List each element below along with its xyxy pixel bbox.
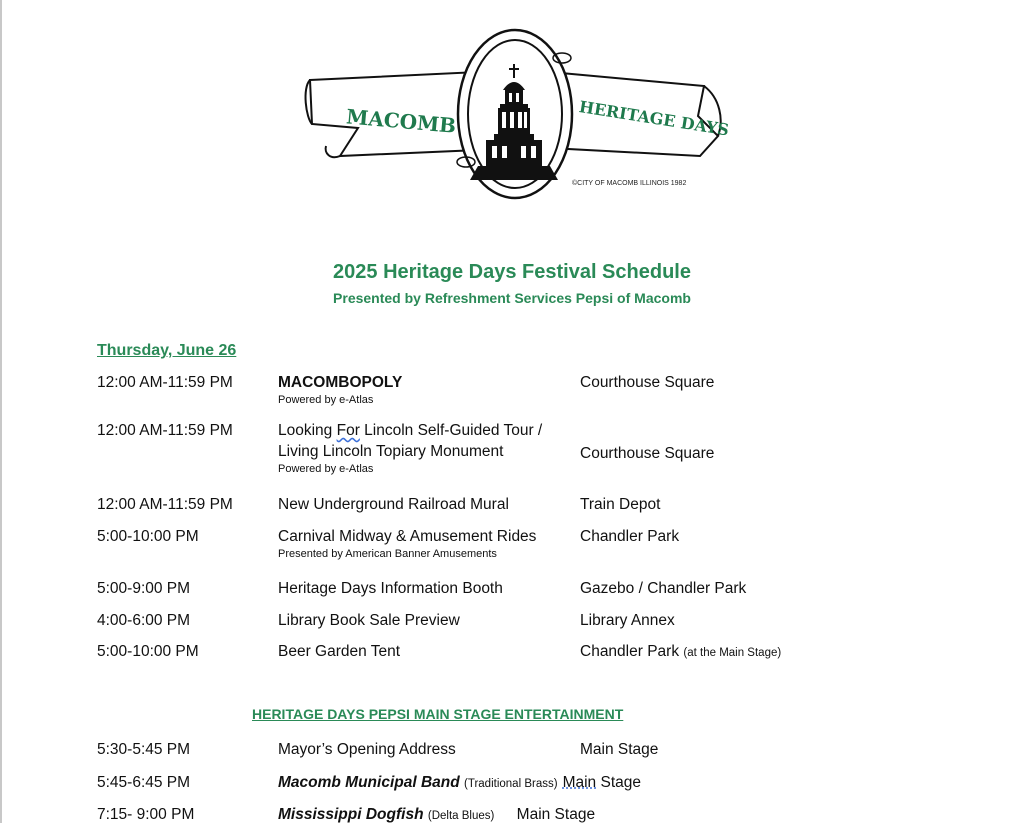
event-title-part-flagged: For xyxy=(336,422,360,439)
event-time: 5:30-5:45 PM xyxy=(97,741,191,758)
event-title-text: Carnival Midway & Amusement Rides xyxy=(278,528,537,545)
logo-heritage-days-text: HERITAGE DAYS xyxy=(577,97,730,140)
page-title: 2025 Heritage Days Festival Schedule xyxy=(333,261,691,283)
event-venue: Courthouse Square xyxy=(580,445,715,462)
heritage-days-logo xyxy=(300,28,730,208)
event-title: New Underground Railroad Mural xyxy=(278,496,509,513)
event-title xyxy=(278,774,641,792)
event-title xyxy=(278,528,536,560)
event-venue: Gazebo / Chandler Park xyxy=(580,580,747,597)
event-sponsor: Presented by American Banner Amusements xyxy=(278,548,497,560)
event-venue: Chandler Park xyxy=(580,528,680,545)
event-title xyxy=(278,422,542,475)
performer-name: Macomb Municipal Band xyxy=(278,774,460,791)
event-time: 5:00-9:00 PM xyxy=(97,580,191,597)
event-venue-note: (at the Main Stage) xyxy=(683,647,782,659)
page-edge xyxy=(0,0,2,823)
event-title: Beer Garden Tent xyxy=(278,643,401,660)
event-venue: Courthouse Square xyxy=(580,374,715,391)
event-time: 12:00 AM-11:59 PM xyxy=(97,422,233,439)
venue-flagged: Main xyxy=(562,774,597,791)
performer-genre: (Traditional Brass) xyxy=(464,778,558,790)
event-venue: Library Annex xyxy=(580,612,675,629)
event-time: 12:00 AM-11:59 PM xyxy=(97,374,233,391)
event-time: 5:45-6:45 PM xyxy=(97,774,191,791)
performer-name: Mississippi Dogfish xyxy=(278,806,424,823)
event-title-part: Lincoln Self-Guided Tour / xyxy=(359,422,543,439)
page-subtitle: Presented by Refreshment Services Pepsi of Macomb xyxy=(333,290,691,306)
event-venue-text: Chandler Park xyxy=(580,643,680,660)
main-stage-heading: HERITAGE DAYS PEPSI MAIN STAGE ENTERTAINMENT xyxy=(252,706,624,722)
event-title: Heritage Days Information Booth xyxy=(278,580,503,597)
event-time: 7:15- 9:00 PM xyxy=(97,806,195,823)
venue-text: Stage xyxy=(596,774,641,791)
event-title-text: MACOMBOPOLY xyxy=(278,374,403,391)
event-sponsor: Powered by e-Atlas xyxy=(278,463,374,475)
event-title: Mayor’s Opening Address xyxy=(278,741,456,758)
day-heading: Thursday, June 26 xyxy=(97,342,237,359)
logo-macomb-text: MACOMB xyxy=(345,104,458,138)
event-title-line2: Living Lincoln Topiary Monument xyxy=(278,443,504,460)
event-title xyxy=(278,806,595,824)
event-sponsor: Powered by e-Atlas xyxy=(278,394,374,406)
event-venue: Train Depot xyxy=(580,496,661,513)
logo-copyright: ©CITY OF MACOMB ILLINOIS 1982 xyxy=(572,180,687,187)
event-time: 5:00-10:00 PM xyxy=(97,643,199,660)
event-time: 12:00 AM-11:59 PM xyxy=(97,496,233,513)
event-title: Library Book Sale Preview xyxy=(278,612,460,629)
event-venue: Main Stage xyxy=(516,806,596,823)
event-venue: Main Stage xyxy=(580,741,659,758)
performer-genre: (Delta Blues) xyxy=(427,810,495,822)
event-venue xyxy=(580,643,781,661)
event-title-part: Looking xyxy=(278,422,337,439)
event-time: 5:00-10:00 PM xyxy=(97,528,199,545)
event-title xyxy=(278,374,402,406)
event-time: 4:00-6:00 PM xyxy=(97,612,191,629)
